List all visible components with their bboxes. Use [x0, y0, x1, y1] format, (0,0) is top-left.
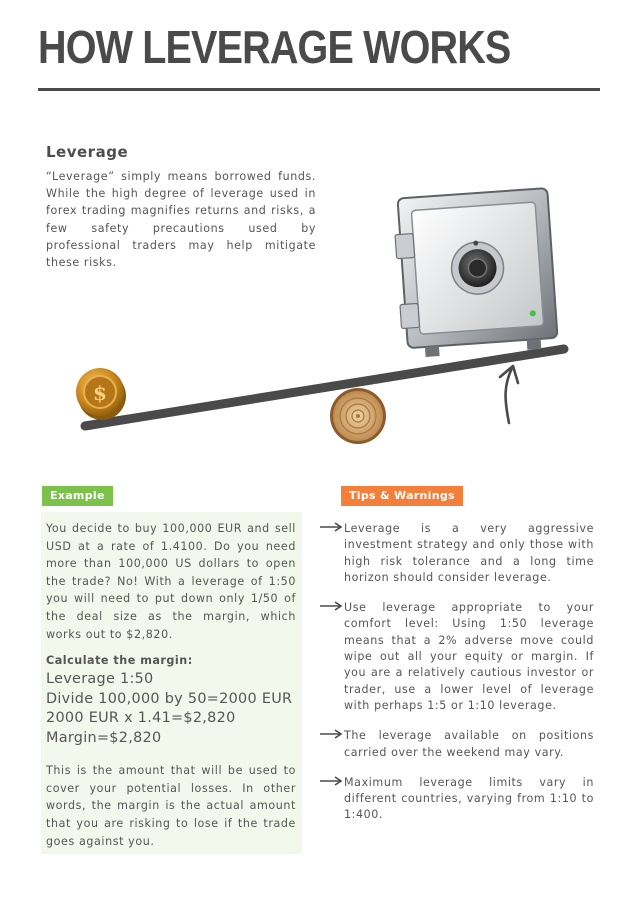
calc-line: 2000 EUR x 1.41=$2,820	[46, 710, 236, 727]
tips-tag: Tips & Warnings	[341, 486, 463, 506]
arrow-right-icon	[319, 521, 343, 533]
page-title: HOW LEVERAGE WORKS	[38, 21, 511, 73]
example-box	[41, 512, 302, 854]
dollar-coin-icon	[76, 368, 126, 420]
tip-text: Use leverage appropriate to your comfort level: Using 1:50 leverage means that a 2% adverse move could wipe out all your equity or margin. If you are a relatively cautious investor or trader, use a lower level of leverage with perhaps 1:5 or 1:10 leverage.	[344, 601, 594, 712]
calc-line: Leverage 1:50	[46, 671, 154, 688]
tip-text: Maximum leverage limits vary in different countries, varying from 1:10 to 1:400.	[344, 775, 594, 822]
seesaw-beam	[85, 349, 564, 426]
calc-line: Divide 100,000 by 50=2000 EUR	[46, 690, 293, 707]
leverage-heading: Leverage	[46, 143, 129, 161]
upward-arrow-icon	[500, 366, 518, 423]
leverage-illustration	[60, 180, 580, 455]
calculation-lines	[46, 670, 296, 748]
tip-item	[319, 775, 594, 824]
tip-item	[319, 521, 594, 586]
wood-fulcrum-icon	[330, 388, 386, 444]
example-tag: Example	[42, 486, 113, 506]
margin-explanation: This is the amount that will be used to cover your potential losses. In other words, the margin is the actual amount that you are risking to lose if the trade goes against you.	[46, 764, 296, 848]
arrow-right-icon	[319, 600, 343, 612]
tip-item	[319, 600, 594, 714]
calculate-margin-title: Calculate the margin:	[46, 654, 193, 668]
tips-list	[319, 521, 594, 838]
example-paragraph: You decide to buy 100,000 EUR and sell USD at a rate of 1.4100. Do you need more than 100,000 US dollars to open the trade? No! With a leverage of 1:50 you will need to put down only 1/50 of the deal size as the margin, which works out to $2,820.	[46, 522, 296, 641]
title-divider	[38, 88, 600, 91]
arrow-right-icon	[319, 775, 343, 787]
safe-icon	[393, 188, 559, 358]
coin-symbol: $	[93, 381, 107, 405]
tip-text: The leverage available on positions carried over the weekend may vary.	[344, 729, 594, 759]
calc-line: Margin=$2,820	[46, 729, 162, 746]
tip-text: Leverage is a very aggressive investment strategy and only those with high risk tolerance and a long time horizon should consider leverage.	[344, 522, 594, 584]
arrow-right-icon	[319, 728, 343, 740]
leverage-description: “Leverage” simply means borrowed funds. While the high degree of leverage used in forex trading magnifies returns and risks, a few safety precautions used by professional traders may help mitigate these risks.	[46, 170, 316, 270]
tip-item	[319, 728, 594, 761]
